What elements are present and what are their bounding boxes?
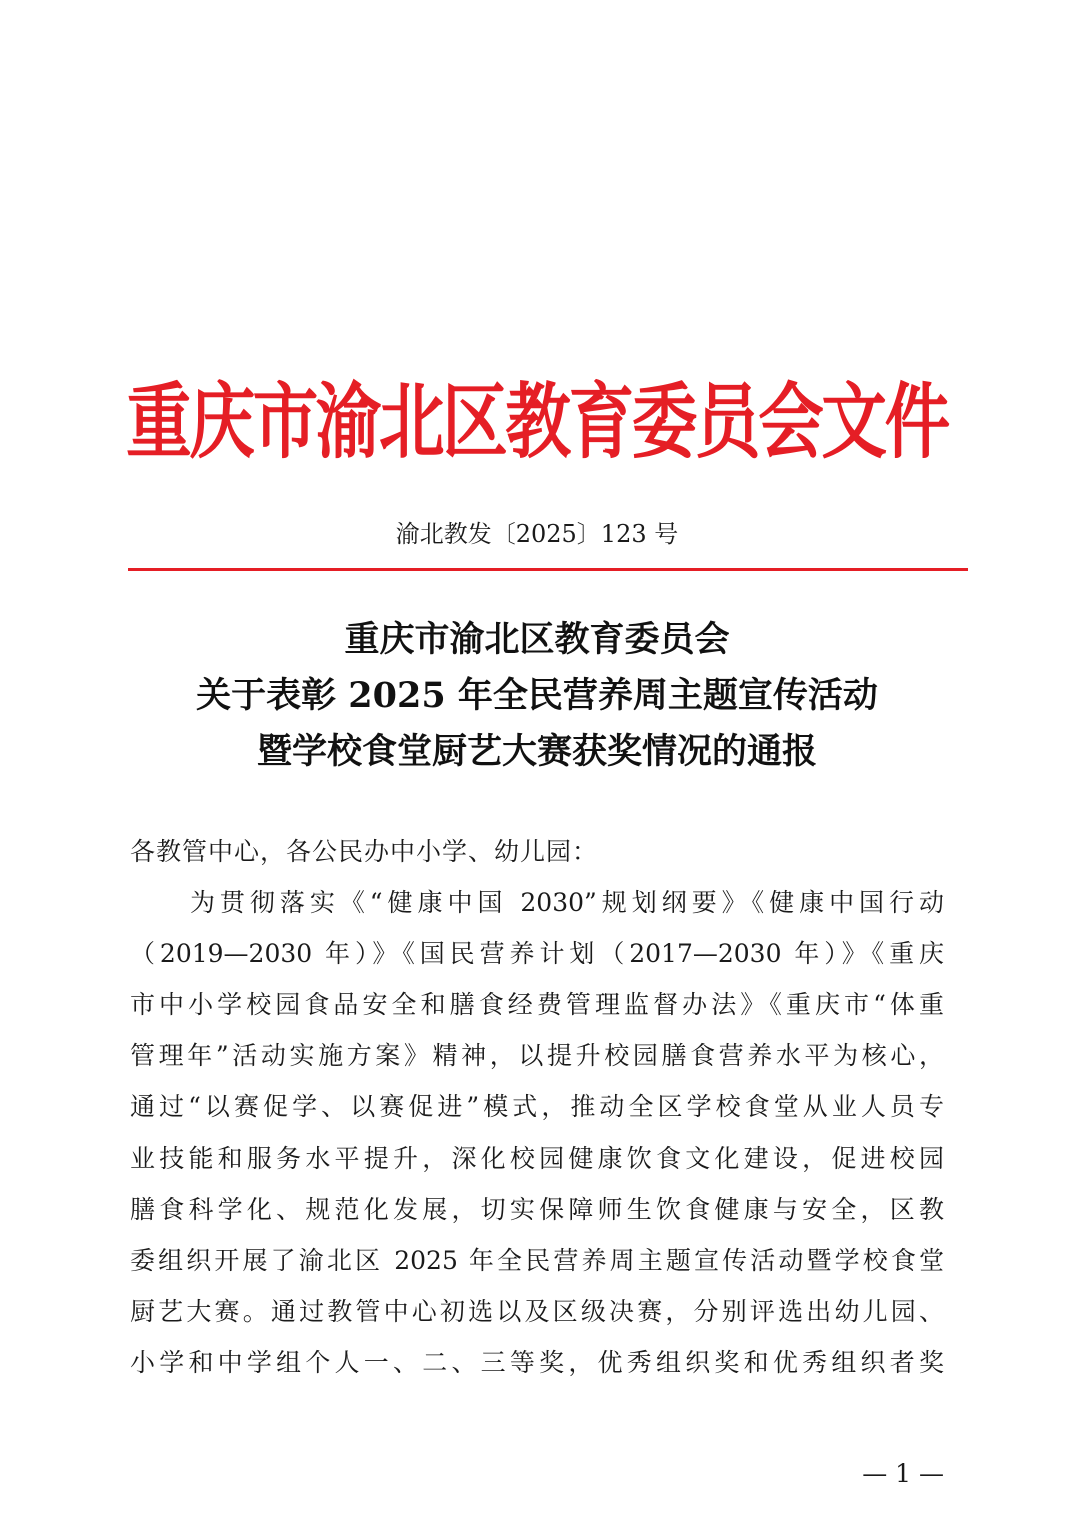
paragraph-line: （2019—2030 年）》《国民营养计划（2017—2030 年）》《重庆 [130,939,944,969]
masthead-title: 重庆市渝北区教育委员会文件 [126,374,948,470]
title-line-2: 关于表彰 2025 年全民营养周主题宣传活动 [196,675,878,716]
paragraph-line: 膳食科学化、规范化发展，切实保障师生饮食健康与安全，区教 [130,1194,944,1224]
document-title [0,612,1074,780]
paragraph-line: 为贯彻落实《“健康中国 2030”规划纲要》《健康中国行动 [130,888,944,918]
document-body [130,826,944,1388]
red-divider-line [128,568,968,571]
salutation: 各教管中心，各公民办中小学、幼儿园： [130,837,599,866]
paragraph-line: 委组织开展了渝北区 2025 年全民营养周主题宣传活动暨学校食堂 [130,1245,944,1275]
paragraph-line: 厨艺大赛。通过教管中心初选以及区级决赛，分别评选出幼儿园、 [130,1296,944,1326]
paragraph-line: 管理年”活动实施方案》精神，以提升校园膳食营养水平为核心， [130,1041,944,1071]
paragraph-line: 小学和中学组个人一、二、三等奖，优秀组织奖和优秀组织者奖 [130,1347,944,1377]
paragraph-line: 业技能和服务水平提升，深化校园健康饮食文化建设，促进校园 [130,1143,944,1173]
page-number: — 1 — [862,1459,944,1488]
title-line-3: 暨学校食堂厨艺大赛获奖情况的通报 [256,731,817,772]
paragraph-line: 市中小学校园食品安全和膳食经费管理监督办法》《重庆市“体重 [130,990,944,1020]
paragraph-line: 通过“以赛促学、以赛促进”模式，推动全区学校食堂从业人员专 [130,1092,944,1122]
title-line-1: 重庆市渝北区教育委员会 [344,619,730,660]
document-number: 渝北教发〔2025〕123 号 [395,520,679,548]
